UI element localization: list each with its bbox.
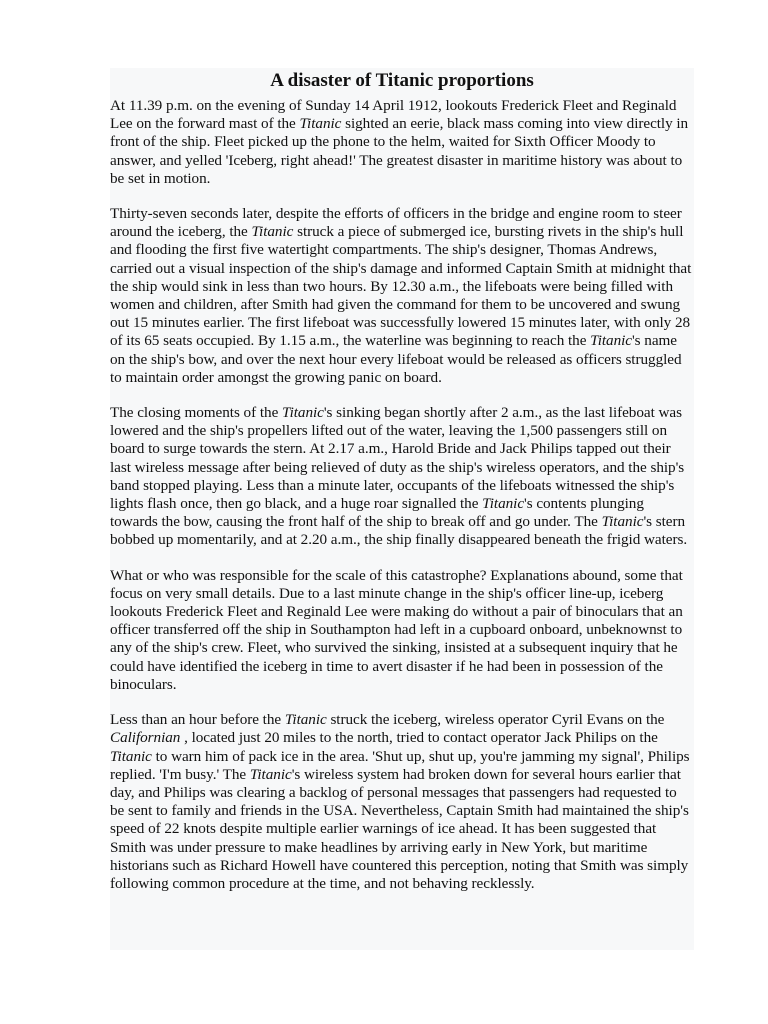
text-run: struck a piece of submerged ice, bursting rivets in the ship's hull and flooding the first five watertight compartments. The ship's designer, Thomas Andrews, carried out a visual inspection of the ship's damage and informed Captain Smith at midnight that the ship would sink in less than two hours. By 12.30 a.m., the lifeboats were being filled with women and children, after Smith had given the command for them to be uncovered and swung out 15 minutes earlier. The first lifeboat was successfully lowered 15 minutes later, with only 28 of its 65 seats occupied. By 1.15 a.m., the waterline was beginning to reach the: [110, 223, 692, 350]
italic-text: Titanic: [110, 747, 152, 765]
paragraph-3: [110, 404, 694, 550]
italic-text: Titanic: [282, 404, 324, 422]
text-run: sighted an eerie, black mass coming into view directly in front of the ship. Fleet picked up the phone to the helm, waited for Sixth Officer Moody to answer, and yelled 'Iceberg, right ahead!' The greatest disaster in maritime history was about to be set in motion.: [110, 115, 689, 187]
text-run: Thirty-seven seconds later, despite the efforts of officers in the bridge and engine room to steer around the iceberg, the: [110, 205, 682, 241]
italic-text: Titanic: [299, 115, 342, 133]
article-title: A disaster of Titanic proportions: [270, 70, 534, 91]
text-run: , located just 20 miles to the north, tried to contact operator Jack Philips on the: [180, 729, 658, 747]
italic-text: Titanic: [251, 223, 294, 241]
text-run: 's sinking began shortly after 2 a.m., as the last lifeboat was lowered and the ship's propellers lifted out of the water, leaving the 1,500 passengers still on board to surge towards the stern. At 2.17 a.m., Harold Bride and Jack Philips tapped out their last wireless message after being relieved of duty as the ship's wireless operators, and the ship's band stopped playing. Less than a minute later, occupants of the lifeboats witnessed the ship's lights flash once, then go black, and a huge roar signalled the: [110, 404, 685, 513]
paragraph-1: [110, 97, 694, 188]
text-run: 's wireless system had broken down for several hours earlier that day, and Philips was clearing a backlog of personal messages that passengers had requested to be sent to family and friends in the USA. Nevertheless, Captain Smith had maintained the ship's speed of 22 knots despite multiple earlier warnings of ice ahead. It has been suggested that Smith was under pressure to make headlines by arriving early in New York, but maritime historians such as Richard Howell have countered this perception, noting that Smith was simply following common procedure at the time, and not behaving recklessly.: [110, 765, 689, 892]
text-run: What or who was responsible for the scale of this catastrophe? Explanations abound, some that focus on very small details. Due to a last minute change in the ship's officer line-up, iceberg lookouts Frederick Fleet and Reginald Lee were making do without a pair of binoculars that an officer transferred off the ship in Southampton had left in a cupboard onboard, unbeknownst to any of the ship's crew. Fleet, who survived the sinking, insisted at a subsequent inquiry that he could have identified the iceberg in time to avert disaster if he had been in possession of the binoculars.: [110, 566, 683, 693]
text-run: The closing moments of the: [110, 404, 283, 422]
paragraph-2: [110, 205, 694, 387]
article: [110, 68, 694, 950]
paragraph-4: [110, 567, 694, 694]
text-run: to warn him of pack ice in the area. 'Shut up, shut up, you're jamming my signal', Philips replied. 'I'm busy.' The: [110, 747, 690, 783]
text-run: 's stern bobbed up momentarily, and at 2.20 a.m., the ship finally disappeared beneath the frigid waters.: [110, 513, 688, 549]
italic-text: Titanic: [249, 765, 292, 783]
italic-text: Titanic: [284, 711, 327, 729]
text-run: 's contents plunging towards the bow, causing the front half of the ship to break off and go under. The: [110, 495, 644, 531]
italic-text: Titanic: [601, 513, 644, 531]
text-run: 's name on the ship's bow, and over the next hour every lifeboat would be released as officers struggled to maintain order amongst the growing panic on board.: [110, 332, 682, 386]
text-run: struck the iceberg, wireless operator Cyril Evans on the: [326, 711, 665, 729]
italic-text: Titanic: [590, 332, 632, 350]
italic-text: Titanic: [482, 495, 525, 513]
article-body: [110, 97, 694, 893]
paragraph-5: [110, 711, 694, 893]
italic-text: Californian: [110, 729, 181, 747]
text-run: Less than an hour before the: [110, 711, 285, 729]
text-run: At 11.39 p.m. on the evening of Sunday 14 April 1912, lookouts Frederick Fleet and Reginald Lee on the forward mast of the: [110, 97, 677, 133]
